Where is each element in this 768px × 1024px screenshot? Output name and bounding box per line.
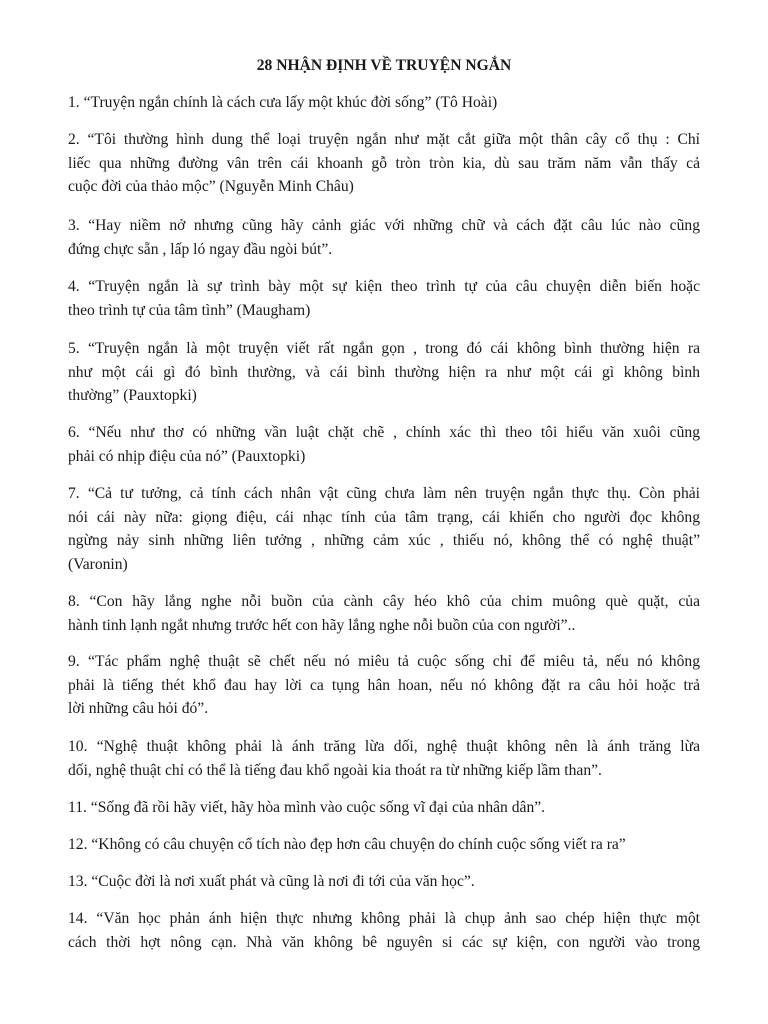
quote-line: cách thời hợt nông cạn. Nhà văn không bê nguyên si các sự kiện, con người vào trong	[68, 933, 700, 951]
quote-line: liếc qua những đường vân trên cái khoanh gỗ tròn tròn kia, dù sau trăm năm vẫn thấy cả	[68, 154, 700, 172]
quote-line: như một cái gì đó bình thường, và cái bình thường hiện ra như một cái gì không bình	[68, 363, 700, 381]
quote-line: cuộc đời của thảo mộc” (Nguyễn Minh Châu)	[68, 178, 354, 195]
quote-item-4	[68, 275, 700, 322]
quote-line: (Varonin)	[68, 555, 128, 573]
quote-line: 6. “Nếu như thơ có những vần luật chặt chẽ , chính xác thì theo tôi hiểu văn xuôi cũng	[68, 424, 700, 441]
quote-item-2	[68, 128, 700, 199]
quote-line: đứng chực sẵn , lấp ló ngay đầu ngòi bút”.	[68, 240, 333, 258]
quote-line: 10. “Nghệ thuật không phải là ánh trăng lừa dối, nghệ thuật không nên là ánh trăng lừa	[68, 738, 700, 755]
quote-item-11	[68, 796, 700, 820]
quote-item-10	[68, 735, 700, 782]
quote-item-5	[68, 337, 700, 408]
quote-line: 14. “Văn học phản ánh hiện thực nhưng không phải là chụp ảnh sao chép hiện thực một	[68, 910, 700, 927]
quote-line: hành tinh lạnh ngắt nhưng trước hết con hãy lắng nghe nỗi buồn của con người”..	[68, 616, 576, 634]
quote-line: 2. “Tôi thường hình dung thể loại truyện ngắn như mặt cắt giữa một thân cây cổ thụ : Chỉ	[68, 131, 700, 148]
quote-line: 9. “Tác phẩm nghệ thuật sẽ chết nếu nó miêu tả cuộc sống chỉ để miêu tả, nếu nó không	[68, 653, 700, 670]
quote-line: 5. “Truyện ngắn là một truyện viết rất ngắn gọn , trong đó cái không bình thường hiện ra	[68, 340, 700, 357]
quote-item-14	[68, 907, 700, 954]
quote-item-12	[68, 833, 700, 857]
quote-line: lời những câu hỏi đó”.	[68, 700, 209, 717]
quote-item-7	[68, 482, 700, 576]
page-title: 28 NHẬN ĐỊNH VỀ TRUYỆN NGẮN	[256, 57, 512, 74]
quote-line: 12. “Không có câu chuyện cổ tích nào đẹp hơn câu chuyện do chính cuộc sống viết ra ra”	[68, 836, 626, 853]
quote-line: 8. “Con hãy lắng nghe nỗi buồn của cành cây héo khô của chim muông què quặt, của	[68, 593, 700, 610]
quote-line: phải là tiếng thét khổ đau hay lời ca tụng hân hoan, nếu nó không đặt ra câu hỏi hoặc trả	[68, 676, 700, 694]
quote-line: 4. “Truyện ngắn là sự trình bày một sự kiện theo trình tự của câu chuyện diễn biến hoặc	[68, 278, 700, 295]
quote-line: dối, nghệ thuật chỉ có thể là tiếng đau khổ ngoài kia thoát ra từ những kiếp lầm than”.	[68, 761, 602, 779]
quote-item-13	[68, 870, 700, 894]
quote-line: nói cái này nữa: giọng điệu, cái nhạc tính của tâm trạng, cái khiến cho người đọc không	[68, 508, 700, 526]
quote-line: 1. “Truyện ngắn chính là cách cưa lấy một khúc đời sống” (Tô Hoài)	[68, 94, 498, 111]
quote-line: thường” (Pauxtopki)	[68, 387, 197, 404]
quote-item-6	[68, 421, 700, 468]
quote-item-1	[68, 91, 700, 115]
quote-line: ngừng nảy sinh những liên tưởng , những cảm xúc , thiếu nó, không thể có nghệ thuật”	[68, 532, 700, 549]
quote-item-8	[68, 590, 700, 637]
quote-item-9	[68, 650, 700, 721]
quote-line: 7. “Cả tư tưởng, cả tính cách nhân vật cũng chưa làm nên truyện ngắn thực thụ. Còn phải	[68, 485, 700, 502]
quote-line: phải có nhịp điệu của nó” (Pauxtopki)	[68, 447, 306, 465]
quote-line: 13. “Cuộc đời là nơi xuất phát và cũng là nơi đi tới của văn học”.	[68, 873, 475, 890]
quote-line: 11. “Sống đã rồi hãy viết, hãy hòa mình vào cuộc sống vĩ đại của nhân dân”.	[68, 799, 546, 816]
quote-line: 3. “Hay niềm nở nhưng cũng hãy cảnh giác với những chữ và cách đặt câu lúc nào cũng	[68, 217, 700, 234]
quote-line: theo trình tự của tâm tình” (Maugham)	[68, 301, 311, 319]
quote-item-3	[68, 214, 700, 261]
